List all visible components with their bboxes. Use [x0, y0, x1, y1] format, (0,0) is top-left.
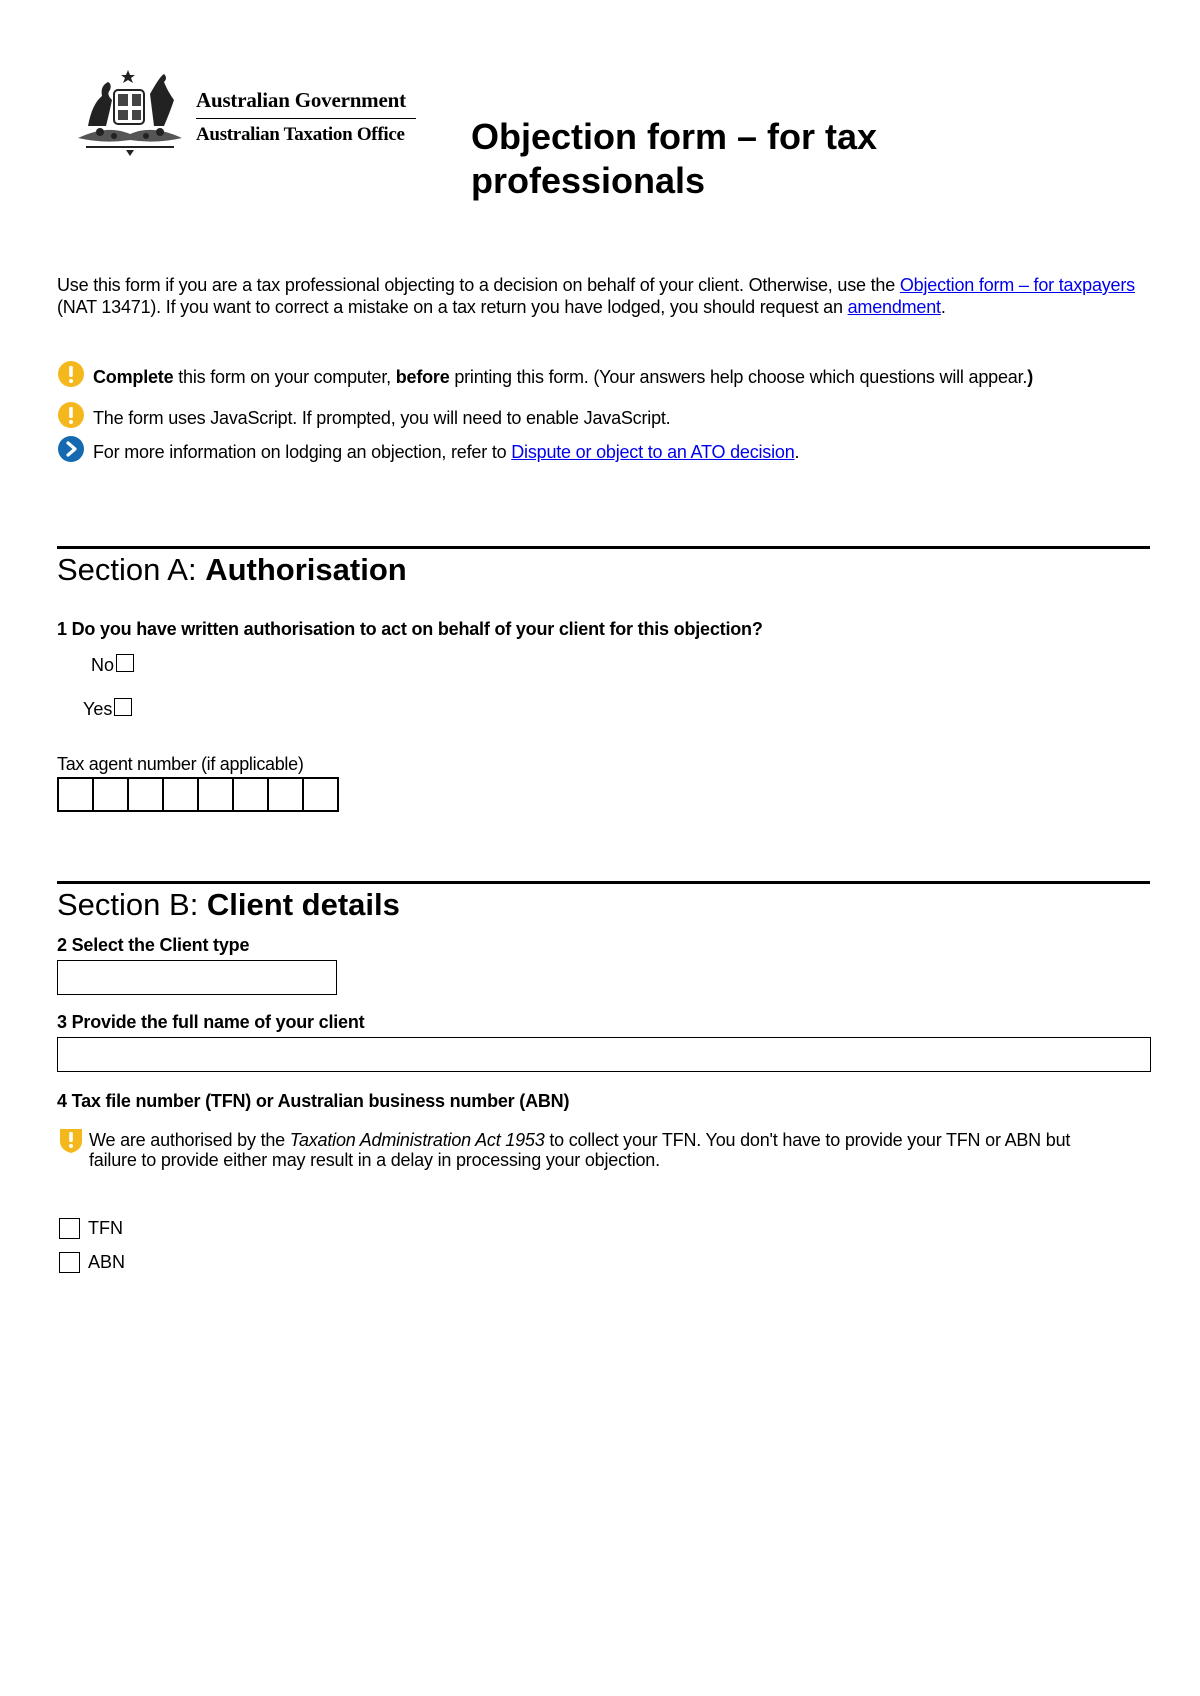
authorisation-no-checkbox[interactable]: [116, 654, 134, 672]
digit-cell[interactable]: [164, 779, 199, 810]
coat-of-arms-icon: [70, 66, 190, 156]
agency-name: Australian Taxation Office: [196, 124, 405, 145]
abn-checkbox[interactable]: [59, 1252, 80, 1273]
section-b-divider: [57, 881, 1150, 884]
more-info-notice: [57, 441, 1157, 463]
option-label: TFN: [88, 1218, 123, 1238]
warning-icon: [57, 401, 85, 429]
option-label: ABN: [88, 1252, 126, 1272]
digit-cell[interactable]: [234, 779, 269, 810]
question-3-label: 3 Provide the full name of your client: [57, 1012, 365, 1032]
intro-paragraph: [57, 274, 1147, 318]
digit-cell[interactable]: [269, 779, 304, 810]
option-label: Yes: [83, 699, 113, 719]
info-arrow-icon: [57, 435, 85, 463]
complete-notice: [57, 366, 1157, 388]
javascript-notice: [57, 407, 1157, 429]
tfn-privacy-notice: [57, 1130, 1107, 1170]
authorisation-no-option[interactable]: [91, 655, 134, 676]
warning-shield-icon: [57, 1126, 85, 1154]
notice-text: Complete this form on your computer, before printing this form. (Your answers help choose which questions will appear.): [93, 367, 1033, 387]
section-a-heading: Section A: Authorisation: [57, 552, 407, 587]
authorisation-yes-option[interactable]: [83, 699, 132, 720]
taxpayers-form-link[interactable]: Objection form – for taxpayers: [899, 275, 1135, 295]
tax-agent-number-label: Tax agent number (if applicable): [57, 754, 304, 774]
client-type-select[interactable]: [57, 960, 337, 995]
digit-cell[interactable]: [199, 779, 234, 810]
digit-cell[interactable]: [129, 779, 164, 810]
authorisation-yes-checkbox[interactable]: [114, 698, 132, 716]
notice-text: The form uses JavaScript. If prompted, you will need to enable JavaScript.: [93, 408, 671, 428]
question-1-label: 1 Do you have written authorisation to act on behalf of your client for this objection?: [57, 619, 763, 639]
intro-text: .: [940, 297, 946, 317]
notice-text: For more information on lodging an objection, refer to Dispute or object to an ATO decision.: [93, 442, 800, 462]
warning-icon: [57, 360, 85, 388]
tax-agent-number-input[interactable]: [57, 777, 339, 812]
digit-cell[interactable]: [304, 779, 337, 810]
intro-text: Use this form if you are a tax professional objecting to a decision on behalf of your client. Otherwise, use the: [57, 275, 900, 295]
intro-text: (NAT 13471). If you want to correct a mistake on a tax return you have lodged, you should request an: [57, 297, 848, 317]
client-name-input[interactable]: [57, 1037, 1151, 1072]
page-title: Objection form – for tax professionals: [471, 116, 878, 201]
digit-cell[interactable]: [59, 779, 94, 810]
option-label: No: [91, 655, 115, 675]
tfn-option[interactable]: [59, 1218, 123, 1239]
government-name: Australian Government: [196, 88, 406, 112]
question-4-label: 4 Tax file number (TFN) or Australian business number (ABN): [57, 1091, 570, 1111]
ato-logo: [70, 66, 430, 156]
section-a-divider: [57, 546, 1150, 549]
logo-divider: [196, 118, 416, 119]
section-b-heading: Section B: Client details: [57, 887, 400, 922]
dispute-decision-link[interactable]: Dispute or object to an ATO decision: [511, 442, 795, 462]
abn-option[interactable]: [59, 1252, 125, 1273]
digit-cell[interactable]: [94, 779, 129, 810]
amendment-link[interactable]: amendment: [847, 297, 941, 317]
notice-text: We are authorised by the Taxation Administration Act 1953 to collect your TFN. You don't have to provide your TFN or ABN but failure to provide either may result in a delay in processing your objection.: [89, 1130, 1071, 1170]
tfn-checkbox[interactable]: [59, 1218, 80, 1239]
question-2-label: 2 Select the Client type: [57, 935, 250, 955]
